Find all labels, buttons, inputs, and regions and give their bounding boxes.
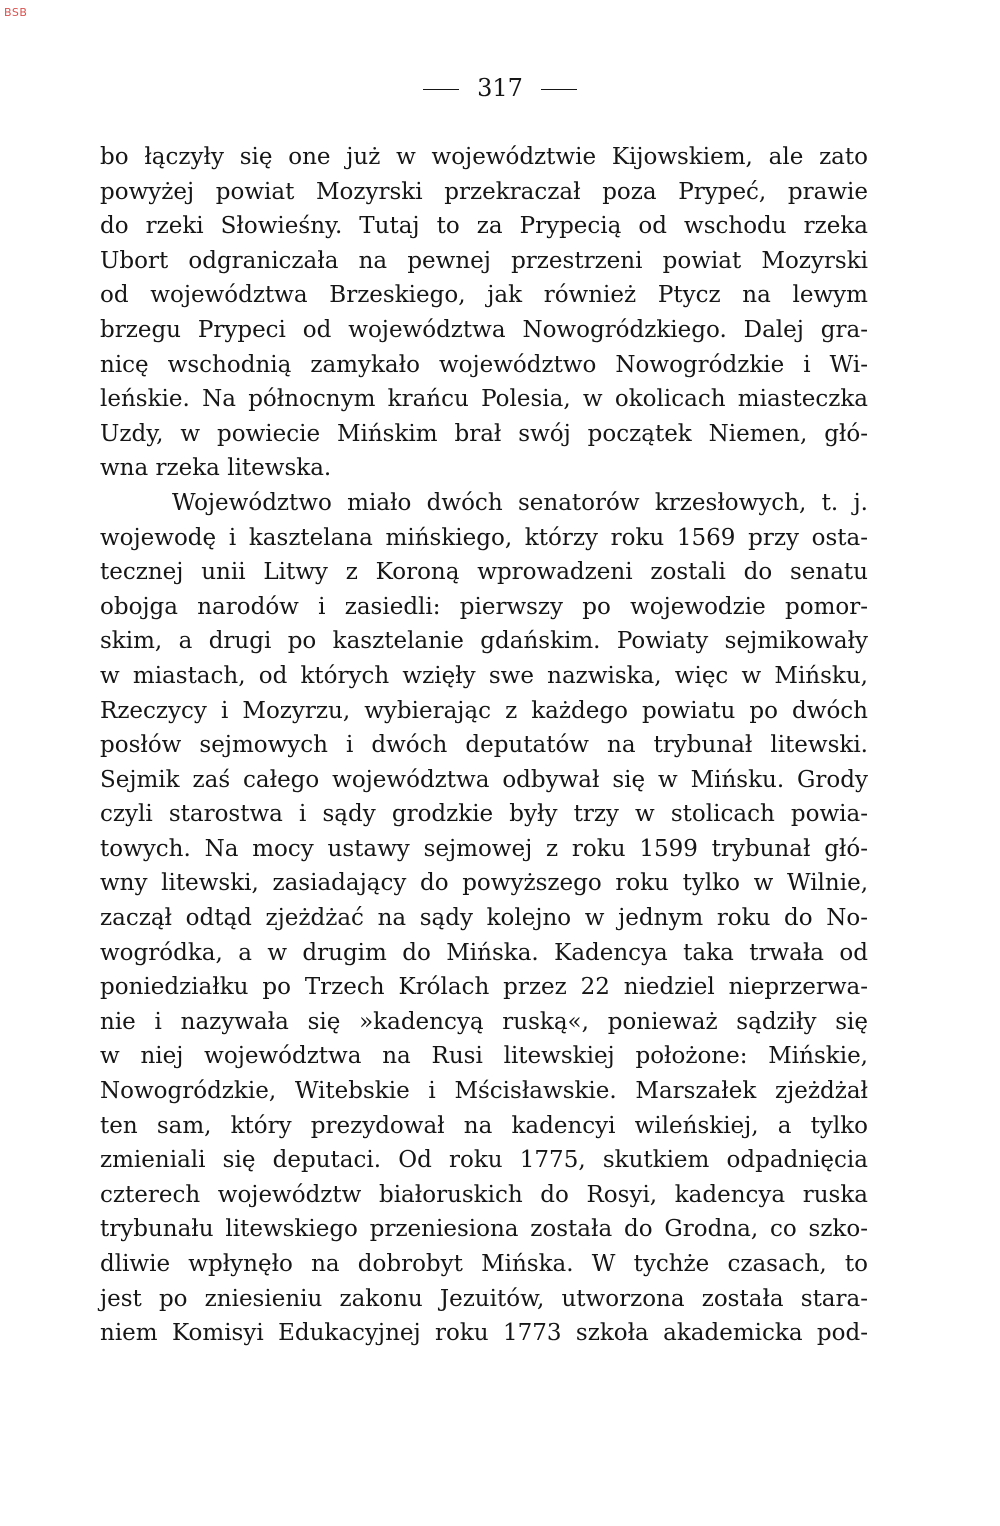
text-line: tecznej unii Litwy z Koroną wprowadzeni zostali do senatu xyxy=(100,559,868,586)
text-line: leńskie. Na północnym krańcu Polesia, w okolicach miasteczka xyxy=(100,386,868,413)
text-line: czterech województw białoruskich do Rosyi, kadencya ruska xyxy=(100,1181,868,1208)
text-line: Uzdy, w powiecie Mińskim brał swój początek Niemen, głó- xyxy=(100,420,868,447)
text-line: w niej województwa na Rusi litewskiej położone: Mińskie, xyxy=(100,1043,868,1070)
right-dash xyxy=(541,89,577,90)
text-line: jest po zniesieniu zakonu Jezuitów, utworzona została stara- xyxy=(100,1285,868,1312)
page-number-text: 317 xyxy=(477,74,523,102)
text-line: skim, a drugi po kasztelanie gdańskim. Powiaty sejmikowały xyxy=(100,628,868,655)
text-line: do rzeki Słowieśny. Tutaj to za Prypecią od wschodu rzeka xyxy=(100,213,868,240)
text-line: poniedziałku po Trzech Królach przez 22 niedziel nieprzerwa- xyxy=(100,974,868,1001)
text-line: czyli starostwa i sądy grodzkie były trzy w stolicach powia- xyxy=(100,801,868,828)
text-line: nicę wschodnią zamykało województwo Nowogródzkie i Wi- xyxy=(100,351,868,378)
text-line: dliwie wpłynęło na dobrobyt Mińska. W tychże czasach, to xyxy=(100,1251,868,1277)
text-line: posłów sejmowych i dwóch deputatów na trybunał litewski. xyxy=(100,732,868,759)
text-line: Sejmik zaś całego województwa odbywał się w Mińsku. Grody xyxy=(100,766,868,793)
text-line: brzegu Prypeci od województwa Nowogródzkiego. Dalej gra- xyxy=(100,316,868,343)
text-line: nie i nazywała się »kadencyą ruską«, ponieważ sądziły się xyxy=(100,1008,868,1035)
text-line: towych. Na mocy ustawy sejmowej z roku 1599 trybunał głó- xyxy=(100,835,868,862)
text-line: ten sam, który prezydował na kadencyi wileńskiej, a tylko xyxy=(100,1112,868,1139)
text-line: zmieniali się deputaci. Od roku 1775, skutkiem odpadnięcia xyxy=(100,1147,868,1174)
text-line: powyżej powiat Mozyrski przekraczał poza Prypeć, prawie xyxy=(100,178,868,205)
body-text xyxy=(100,140,868,1351)
paragraph-2 xyxy=(100,486,868,1351)
text-line: Nowogródzkie, Witebskie i Mścisławskie. Marszałek zjeżdżał xyxy=(100,1078,868,1105)
text-line: wny litewski, zasiadający do powyższego roku tylko w Wilnie, xyxy=(100,870,868,897)
left-dash xyxy=(423,89,459,90)
text-line: Rzeczycy i Mozyrzu, wybierając z każdego powiatu po dwóch xyxy=(100,697,868,724)
text-line: zaczął odtąd zjeżdżać na sądy kolejno w jednym roku do No- xyxy=(100,905,868,932)
text-line: wogródka, a w drugim do Mińska. Kadencya taka trwała od xyxy=(100,939,868,966)
text-line: wojewodę i kasztelana mińskiego, którzy roku 1569 przy osta- xyxy=(100,524,868,551)
text-line: w miastach, od których wzięły swe nazwiska, więc w Mińsku, xyxy=(100,662,868,689)
text-line: trybunału litewskiego przeniesiona została do Grodna, co szko- xyxy=(100,1216,868,1243)
text-line: wna rzeka litewska. xyxy=(100,455,332,482)
text-line: od województwa Brzeskiego, jak również Ptycz na lewym xyxy=(100,282,868,309)
text-line: bo łączyły się one już w województwie Kijowskiem, ale zato xyxy=(100,144,868,170)
paragraph-1 xyxy=(100,140,868,486)
text-line: Ubort odgraniczała na pewnej przestrzeni powiat Mozyrski xyxy=(100,247,868,274)
text-line: obojga narodów i zasiedli: pierwszy po wojewodzie pomor- xyxy=(100,593,868,620)
page-number xyxy=(0,76,1000,100)
library-watermark: BSB xyxy=(4,6,28,19)
text-line: Województwo miało dwóch senatorów krzesłowych, t. j. xyxy=(172,489,868,516)
text-line: niem Komisyi Edukacyjnej roku 1773 szkoła akademicka pod- xyxy=(100,1320,868,1347)
